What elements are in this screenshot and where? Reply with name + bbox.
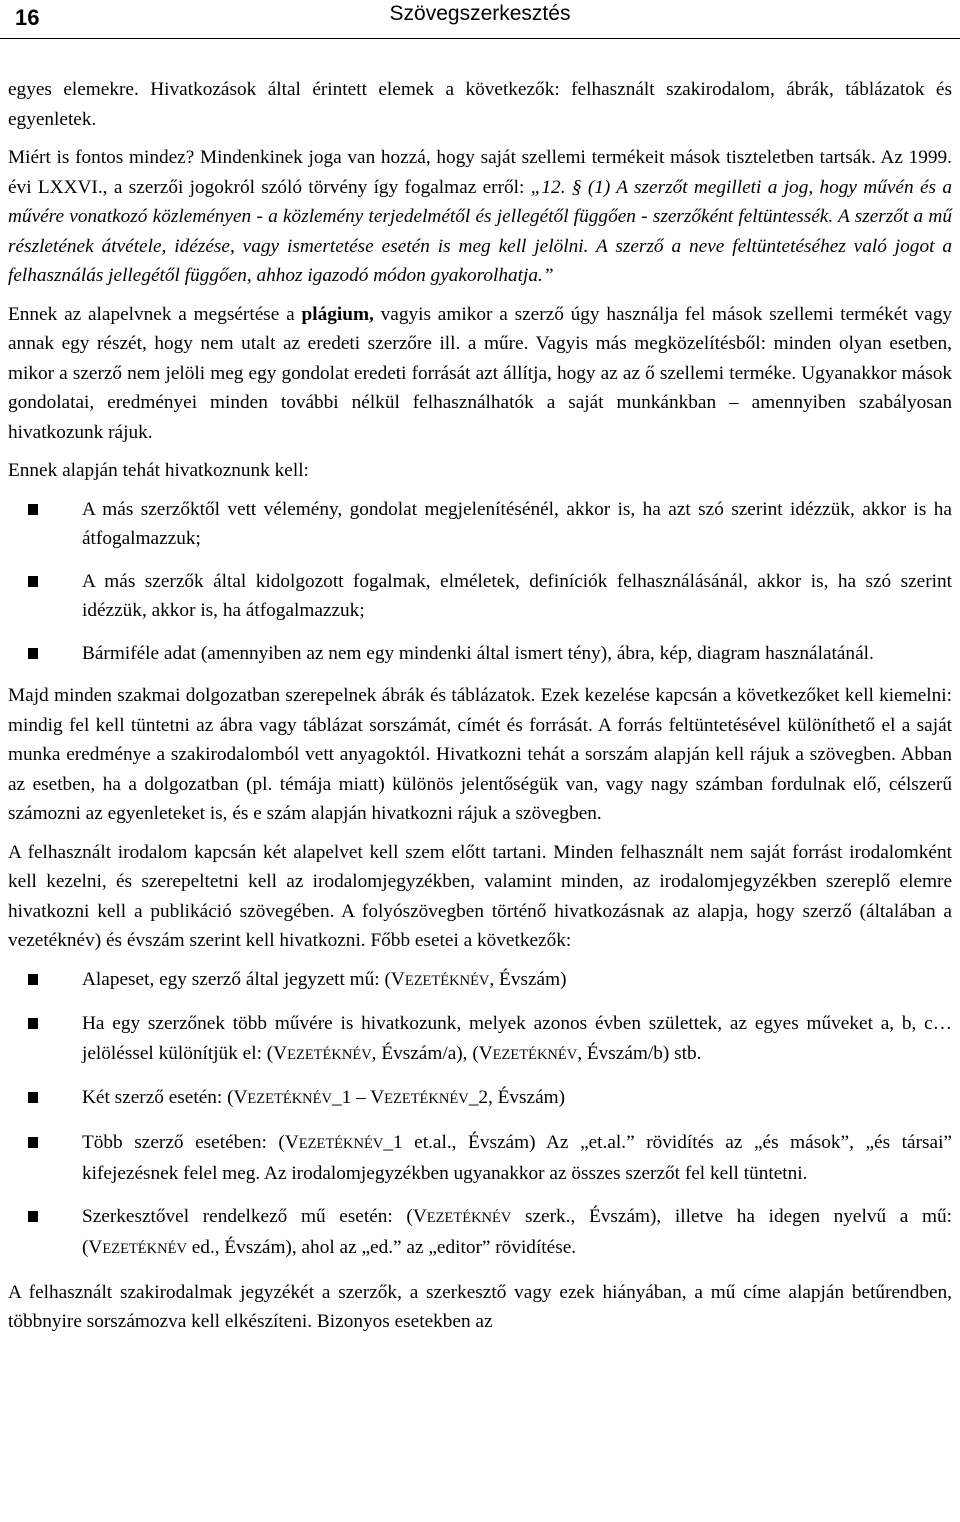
list-item [8,639,952,669]
list-item [8,1009,952,1070]
plagiarism-term: plágium, [301,303,374,325]
text: _1 – V [331,1087,385,1108]
text: _1 et.al., Évszám) Az „et.al.” rövidítés az „és mások”, „és társai” kifejezésnek felel meg. Az irodalomjegyzékben ugyanakkor az összes szerzőt fel kell tüntetni. [82,1131,952,1184]
square-bullet-icon [28,1211,38,1222]
text: ed., Évszám), ahol az „ed.” az „editor” rövidítése. [186,1237,577,1258]
law-quote: „12. § (1) A szerzőt megilleti a jog, hogy művén és a művére vonatkozó közleményen - a közlemény terjedelmétől és jellegétől függően - szerzőként feltüntessék. A szerzőt a mű részletének átvétele, idézése, vagy ismertetése esetén is meg kell jelölni. A szerző a neve feltüntetéséhez való jogot a felhasználás jellegétől függően, ahhoz igazodó módon gyakorolhatja.” [8,176,952,286]
square-bullet-icon [28,1092,38,1103]
paragraph-3 [8,300,952,448]
list-item [8,567,952,626]
text: EZETÉKNÉV [404,972,490,989]
text: EZETÉKNÉV [426,1209,512,1226]
list-item [8,965,952,997]
paragraph-1: egyes elemekre. Hivatkozások által érintett elemek a következők: felhasznált szakirodalom, ábrák, táblázatok és egyenletek. [8,79,952,130]
list-item [8,1083,952,1115]
paragraph-7: A felhasznált szakirodalmak jegyzékét a szerzők, a szerkesztő vagy ezek hiányában, a mű címe alapján betűrendben, többnyire sorszámozva kell elkészíteni. Bizonyos esetekben az [8,1281,952,1332]
square-bullet-icon [28,1018,38,1029]
text: , Évszám/b) stb. [577,1042,702,1064]
page-number: 16 [15,5,40,30]
list-item [8,495,952,554]
text: szerk., Évszám), illetve ha idegen nyelvű a mű: (V [82,1205,952,1258]
text: _2, Évszám) [468,1087,566,1108]
paragraph-3-text-a: Ennek az alapelvnek a megsértése a [8,303,302,325]
list-item [8,1202,952,1265]
text: EZETÉKNÉV [298,1135,384,1152]
text: Szerkesztővel rendelkező mű esetén: (V [82,1205,427,1227]
square-bullet-icon [28,504,38,515]
text: EZETÉKNÉV [287,1046,372,1063]
square-bullet-icon [28,648,38,659]
list-item-text: A más szerzők által kidolgozott fogalmak, elméletek, definíciók felhasználásánál, akkor is, ha szó szerint idézzük, akkor is, ha átfogalmazzuk; [82,570,952,621]
paragraph-2 [8,143,952,291]
document-body [8,75,952,1346]
paragraph-6: A felhasznált irodalom kapcsán két alapelvet kell szem előtt tartani. Minden felhasznált nem saját forrást irodalomként kell kezelni, és szerepeltetni kell az irodalomjegyzékben, valamint minden, az irodalomjegyzékben szereplő elemre hivatkozni kell a publikáció szövegében. A folyószövegben történő hivatkozásnak az alapja, hogy szerző (általában a vezetéknév) és évszám szerint kell hivatkozni. Főbb esetei a következők: [8,841,952,951]
text: , Évszám) [489,968,567,990]
square-bullet-icon [28,576,38,587]
text: Két szerző esetén: (V [82,1087,248,1108]
text: EZETÉKNÉV [102,1241,187,1257]
citation-requirements-list [8,495,952,669]
paragraph-3-text-b: vagyis amikor a szerző úgy használja fel mások szellemi termékét vagy annak egy részét, hogy nem utalt az eredeti szerzőre ill. a műre. Vagyis más megközelítésből: minden olyan esetben, mikor a szerző nem jelöli meg egy gondolat eredeti forrását azt állítja, hogy az az ő szellemi terméke. Ugyanakkor mások gondolatai, eredményei minden további nélkül felhasználhatók a saját munkánkban – amennyiben szabályosan hivatkozunk rájuk. [8,303,952,443]
square-bullet-icon [28,1137,38,1148]
paragraph-4: Ennek alapján tehát hivatkoznunk kell: [8,460,309,481]
list-item [8,1128,952,1189]
text: EZETÉKNÉV [384,1091,469,1107]
page-header [0,0,960,39]
text: Több szerző esetében: (V [82,1131,299,1153]
running-title: Szövegszerkesztés [389,2,571,25]
paragraph-2-text: Miért is fontos mindez? Mindenkinek joga van hozzá, hogy saját szellemi termékeit mások tiszteletben tartsák. Az 1999. évi LXXVI., a szerzői jogokról szóló törvény így fogalmaz erről: [8,147,952,198]
text: EZETÉKNÉV [247,1091,332,1107]
text: Alapeset, egy szerző által jegyzett mű: (V [82,968,405,990]
list-item-text: Bármiféle adat (amennyiben az nem egy mindenki által ismert tény), ábra, kép, diagram használatánál. [82,642,874,664]
text: Ha egy szerzőnek több művére is hivatkozunk, melyek azonos évben születtek, az egyes műveket a, b, c… jelöléssel különítjük el: (V [82,1013,952,1064]
text: EZETÉKNÉV [492,1046,578,1063]
citation-cases-list [8,965,952,1265]
text: , Évszám/a), (V [371,1042,493,1064]
list-item-text: A más szerzőktől vett vélemény, gondolat megjelenítésénél, akkor is, ha azt szó szerint idézzük, akkor is ha átfogalmazzuk; [82,498,952,549]
paragraph-5: Majd minden szakmai dolgozatban szerepelnek ábrák és táblázatok. Ezek kezelése kapcsán a következőket kell kiemelni: mindig fel kell tüntetni az ábra vagy táblázat sorszámát, címét és forrását. A forrás feltüntetésével különíthető el a saját munka eredménye a szakirodalomból vett anyagoktól. Hivatkozni tehát a sorszám alapján kell rájuk a szövegben. Abban az esetben, ha a dolgozatban (pl. témája miatt) különös jelentőségük van, vagy nagy számban fordulnak elő, célszerű számozni az egyenleteket is, és e szám alapján hivatkozni rájuk a szövegben. [8,685,952,824]
square-bullet-icon [28,974,38,985]
